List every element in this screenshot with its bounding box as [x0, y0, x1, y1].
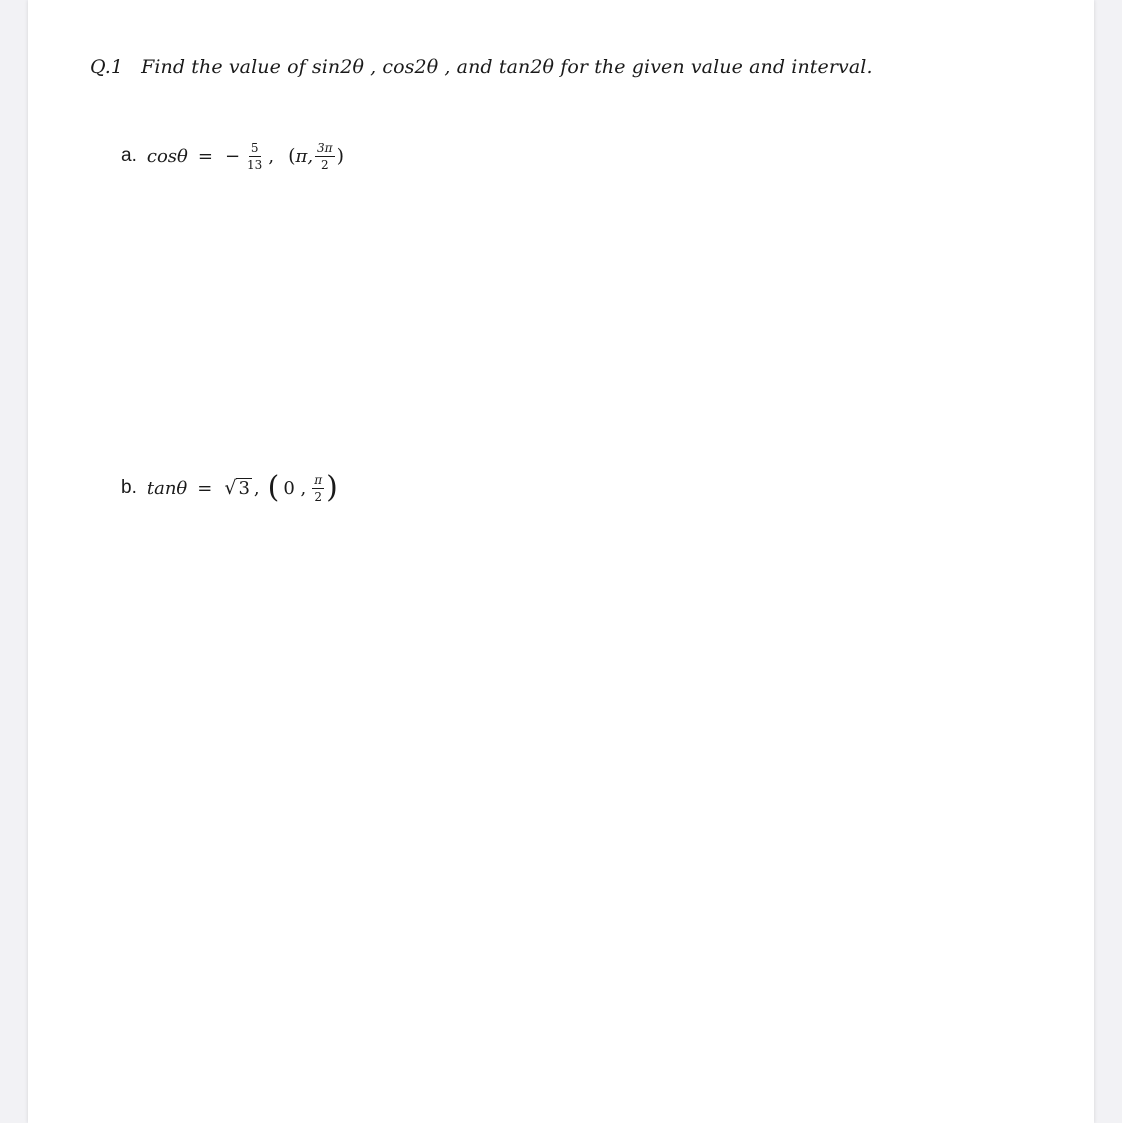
- item-a-value-fraction: [245, 142, 264, 171]
- item-b-label: b.: [121, 477, 137, 498]
- item-b-interval-end-denominator: 2: [314, 489, 323, 504]
- item-b-interval-open: (: [267, 470, 280, 505]
- item-a-expression: [147, 142, 344, 171]
- item-b-sqrt-symbol: √: [224, 477, 237, 499]
- item-a-equals: =: [197, 145, 213, 167]
- item-b-radicand: 3: [238, 478, 250, 500]
- item-b-equals: =: [197, 477, 213, 499]
- item-a-interval-end-fraction: [315, 142, 335, 171]
- question-1: [90, 56, 873, 78]
- item-b-interval-end-numerator: π: [314, 472, 323, 487]
- item-a-value-denominator: 13: [247, 157, 263, 172]
- document-page: [28, 0, 1094, 1123]
- item-b-sqrt: [224, 477, 252, 499]
- item-a-interval-end-numerator: 3π: [317, 140, 333, 155]
- item-b-interval-start: 0 ,: [283, 477, 307, 499]
- item-b-function: tanθ: [146, 477, 188, 499]
- item-b-interval-close: ): [326, 470, 338, 505]
- item-a-separator: ,: [268, 145, 275, 167]
- item-b-interval-end-fraction: [312, 474, 324, 503]
- item-a-interval-open: (: [288, 145, 296, 167]
- item-b: [121, 466, 338, 510]
- item-a-value-numerator: 5: [250, 140, 259, 155]
- item-a-label: a.: [121, 145, 137, 166]
- item-b-expression: [146, 470, 338, 505]
- item-a-sign: −: [224, 145, 241, 167]
- question-text: Find the value of sin2θ , cos2θ , and tan2θ for the given value and interval.: [141, 56, 873, 78]
- item-b-separator: ,: [253, 477, 260, 499]
- item-a-interval-close: ): [336, 145, 344, 167]
- item-a: [121, 136, 344, 176]
- item-a-interval-start: π,: [295, 145, 314, 167]
- question-number: Q.1: [90, 56, 124, 78]
- item-a-interval-end-denominator: 2: [320, 157, 329, 172]
- item-a-function: cosθ: [146, 145, 188, 167]
